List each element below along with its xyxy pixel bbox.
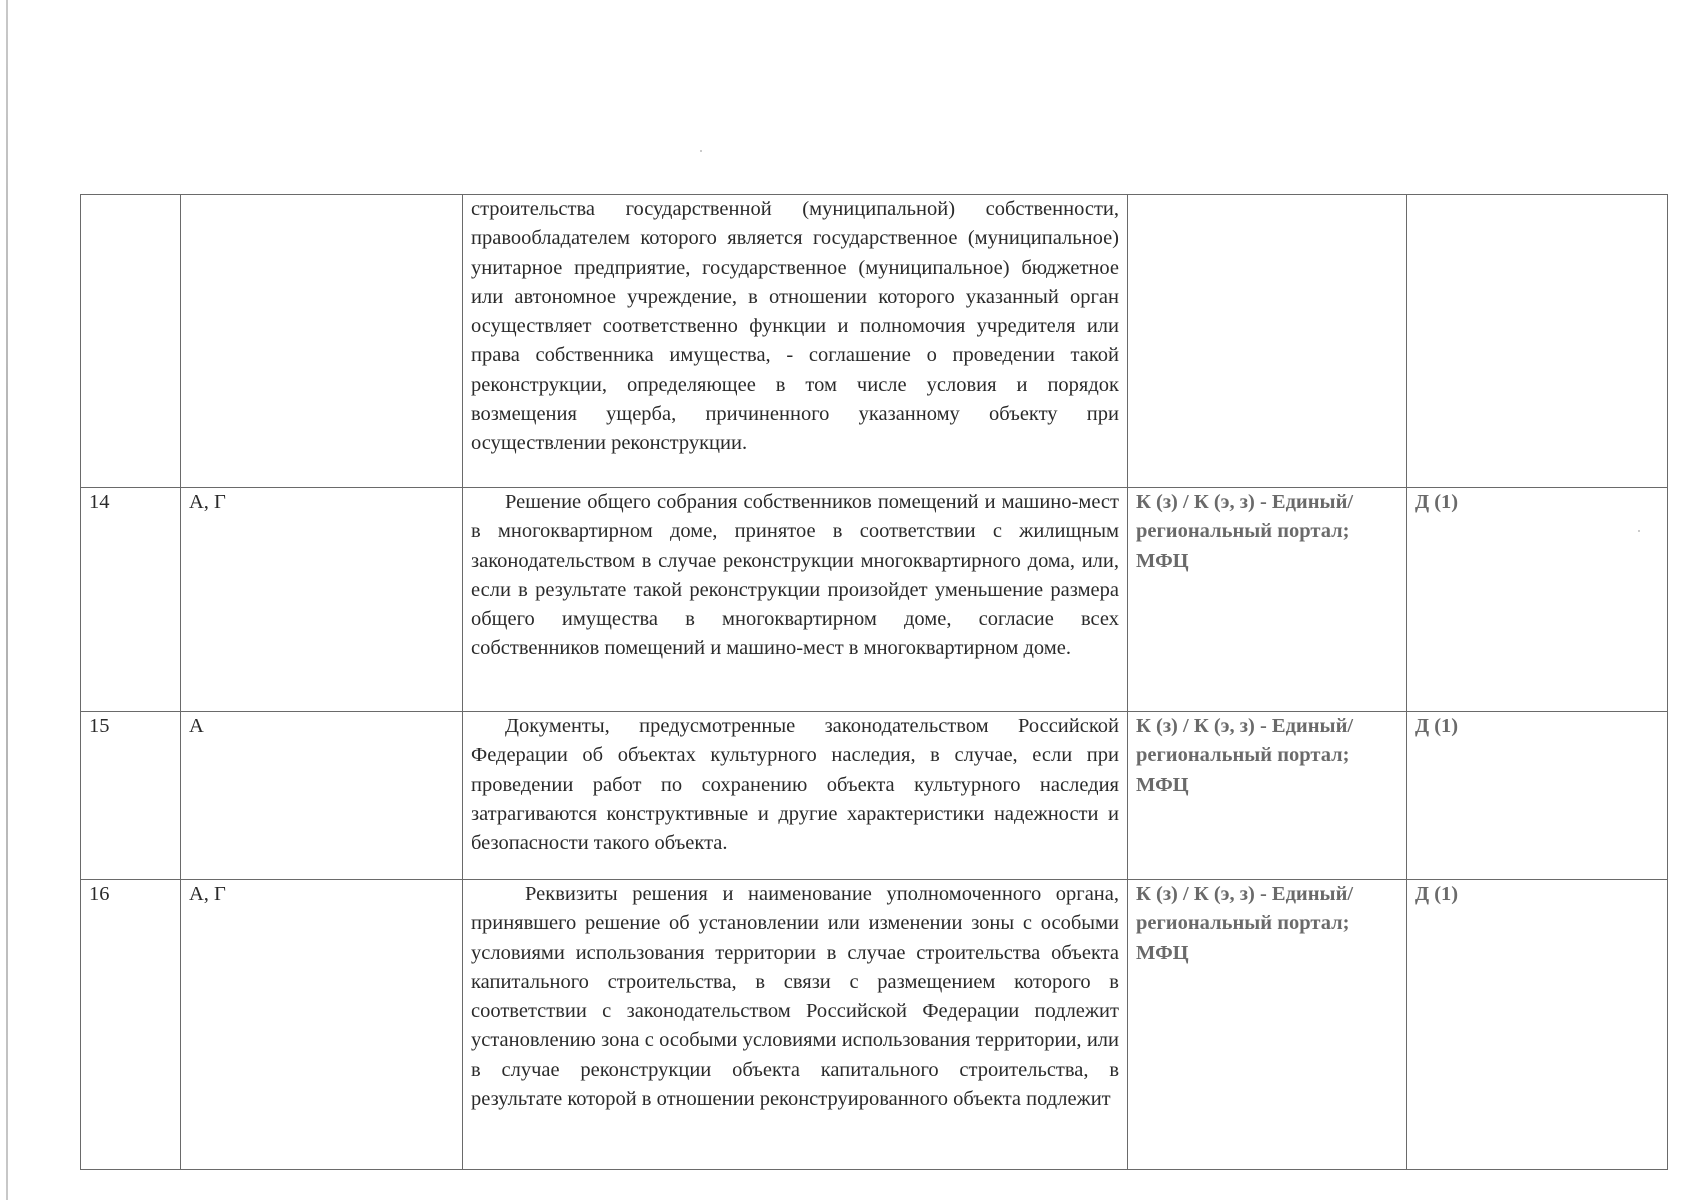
row-category: А, Г — [181, 880, 463, 1170]
row-submission-method — [1128, 195, 1407, 488]
row-document-text: Реквизиты решения и наименование уполномоченного органа, принявшего решение об установлении или изменении зоны с особыми условиями использования территории в случае строительства объекта капитального строительства, в связи с размещением которого в соответствии с законодательством Российской Федерации подлежит установлению зона с особыми условиями использования территории, или в случае реконструкции объекта капитального строительства, в результате которой в отношении реконструированного объекта подлежит — [463, 880, 1128, 1170]
scan-speck — [700, 150, 702, 152]
table-row — [81, 488, 1668, 712]
row-submission-method: К (з) / К (э, з) - Единый/региональный портал; МФЦ — [1128, 712, 1407, 880]
row-submission-method: К (з) / К (э, з) - Единый/региональный портал; МФЦ — [1128, 880, 1407, 1170]
row-document-text: Документы, предусмотренные законодательством Российской Федерации об объектах культурного наследия, в случае, если при проведении работ по сохранению объекта культурного наследия затрагиваются конструктивные и другие характеристики надежности и безопасности такого объекта. — [463, 712, 1128, 880]
table-row — [81, 195, 1668, 488]
row-submission-method: К (з) / К (э, з) - Единый/региональный портал; МФЦ — [1128, 488, 1407, 712]
row-category — [181, 195, 463, 488]
table-row — [81, 880, 1668, 1170]
row-category: А — [181, 712, 463, 880]
scan-edge — [6, 0, 8, 1200]
table-row — [81, 712, 1668, 880]
row-number — [81, 195, 181, 488]
row-document-text: Решение общего собрания собственников помещений и машино-мест в многоквартирном доме, принятое в соответствии с жилищным законодательством в случае реконструкции многоквартирного дома, или, если в результате такой реконструкции произойдет уменьшение размера общего имущества в многоквартирном доме, согласие всех собственников помещений и машино-мест в многоквартирном доме. — [463, 488, 1128, 712]
row-number: 15 — [81, 712, 181, 880]
row-number: 14 — [81, 488, 181, 712]
row-document-text: строительства государственной (муниципальной) собственности, правообладателем которого является государственное (муниципальное) унитарное предприятие, государственное (муниципальное) бюджетное или автономное учреждение, в отношении которого указанный орган осуществляет соответственно функции и полномочия учредителя или права собственника имущества, - соглашение о проведении такой реконструкции, определяющее в том числе условия и порядок возмещения ущерба, причиненного указанному объекту при осуществлении реконструкции. — [463, 195, 1128, 488]
row-category: А, Г — [181, 488, 463, 712]
documents-table — [80, 194, 1668, 1170]
row-code: Д (1) — [1407, 712, 1668, 880]
row-code: Д (1) — [1407, 880, 1668, 1170]
row-number: 16 — [81, 880, 181, 1170]
row-code — [1407, 195, 1668, 488]
row-code: Д (1) — [1407, 488, 1668, 712]
